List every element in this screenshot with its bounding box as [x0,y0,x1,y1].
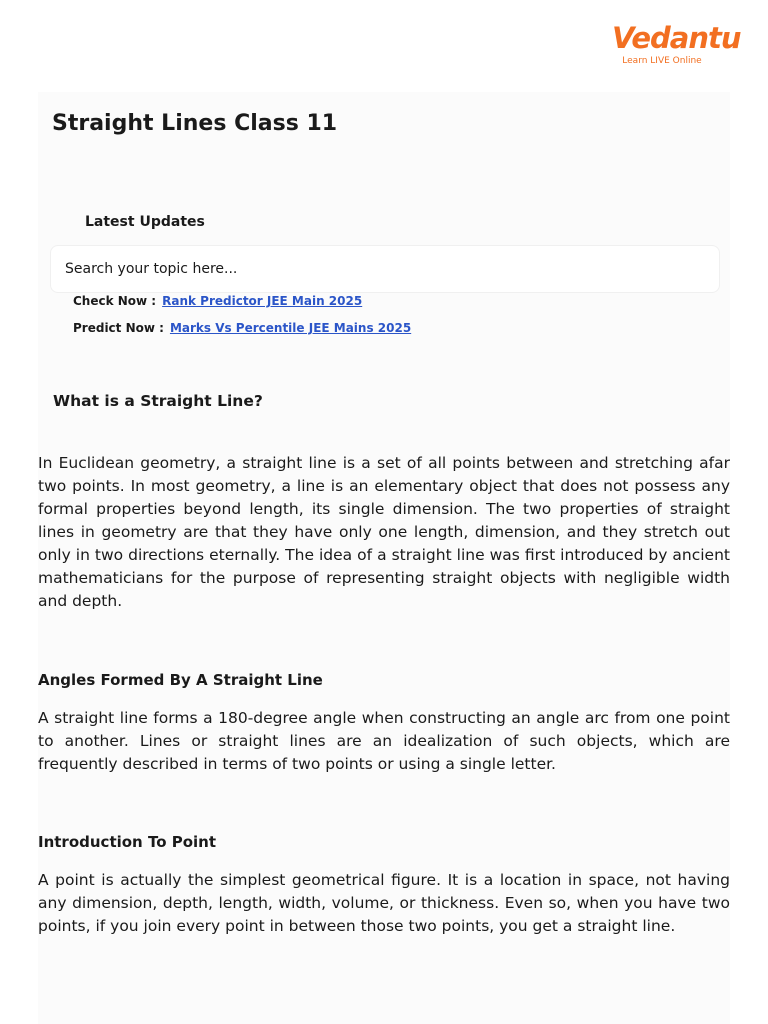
update-label: Check Now : [73,294,157,308]
section-heading-point: Introduction To Point [38,833,217,851]
logo-tagline: Learn LIVE Online [622,56,702,66]
marks-vs-percentile-link[interactable]: Marks Vs Percentile JEE Mains 2025 [169,321,412,335]
search-input[interactable] [65,261,705,277]
latest-updates-heading: Latest Updates [85,214,205,230]
section-paragraph-what-is: In Euclidean geometry, a straight line is a set of all points between and stretching afar two points. In most geometry, a line is an elementary object that does not possess any formal properties beyond length, its single dimension. The two properties of straight lines in geometry are that they have only one length, dimension, and they stretch out only in two directions eternally. The idea of a straight line was first introduced by ancient mathematicians for the purpose of representing straight objects with negligible width and depth. [38,454,730,610]
update-item-marks-vs-percentile [73,321,411,335]
rank-predictor-link[interactable]: Rank Predictor JEE Main 2025 [162,294,363,308]
section-heading-what-is: What is a Straight Line? [53,392,263,410]
vedantu-logo[interactable] [612,21,741,67]
update-item-rank-predictor [73,294,362,308]
section-paragraph-point: A point is actually the simplest geometrical figure. It is a location in space, not having any dimension, depth, length, width, volume, or thickness. Even so, when you have two points, if you join every point in between those two points, you get a straight line. [38,871,730,935]
search-box[interactable] [50,245,720,293]
section-heading-angles: Angles Formed By A Straight Line [38,671,323,689]
update-label: Predict Now : [73,321,164,335]
page-title: Straight Lines Class 11 [52,111,338,136]
logo-wordmark: Vedantu [612,21,741,55]
section-paragraph-angles: A straight line forms a 180-degree angle when constructing an angle arc from one point to another. Lines or straight lines are an idealization of such objects, which are frequently described in terms of two points or using a single letter. [38,709,730,773]
